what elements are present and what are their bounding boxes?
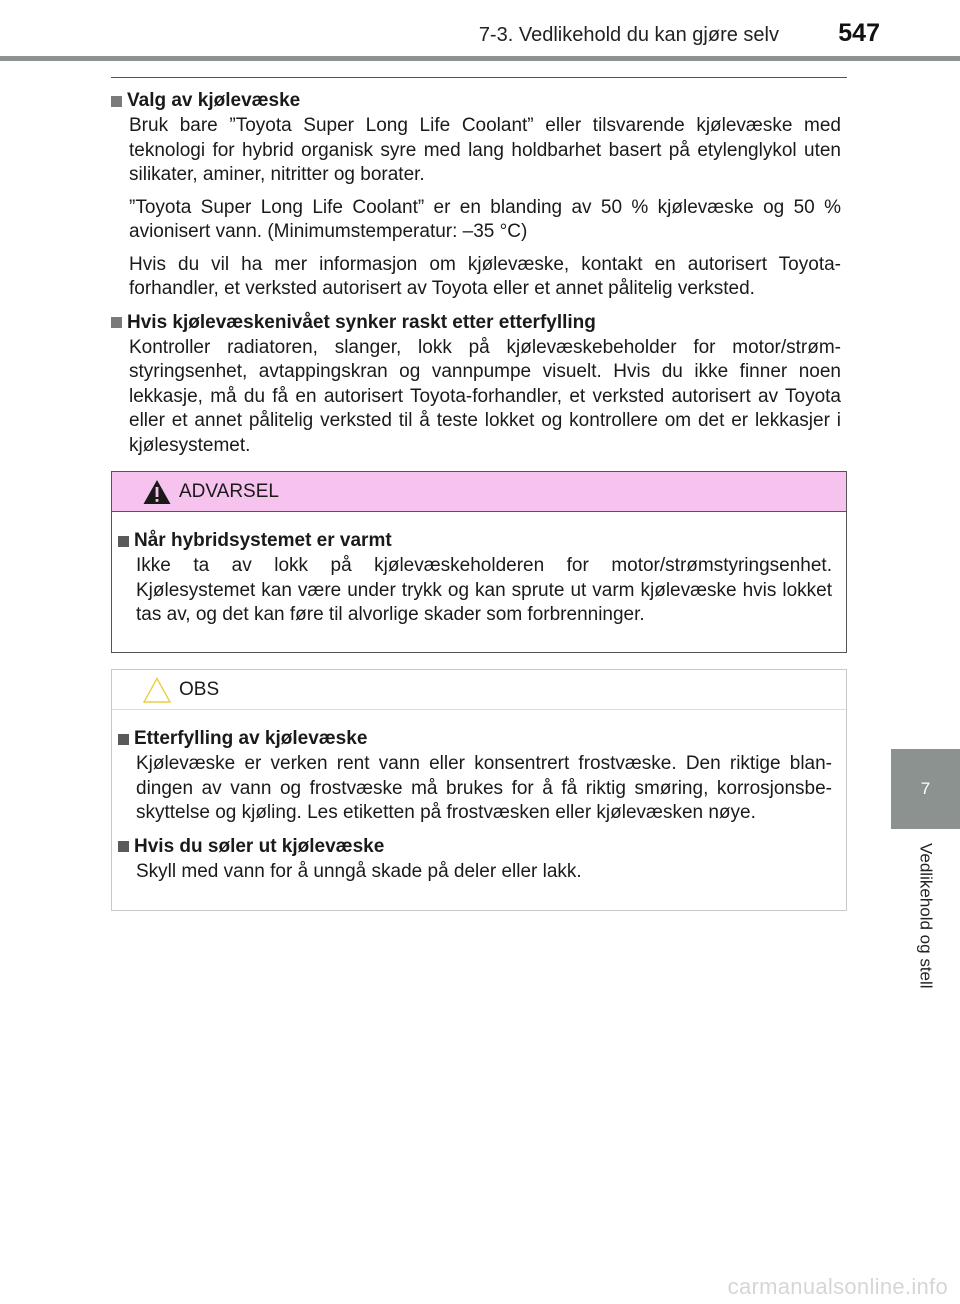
watermark: carmanualsonline.info <box>727 1274 948 1299</box>
section-heading-text: Hvis kjølevæskenivået synker raskt etter etterfylling <box>127 311 596 333</box>
warning-heading <box>118 528 832 554</box>
notice-title: OBS <box>179 678 220 700</box>
content-top-rule <box>111 77 847 78</box>
section-heading <box>111 88 841 114</box>
notice-text: Kjølevæske er verken rent vann eller konsentrert frostvæske. Den riktige blan-dingen av vann og frostvæske må brukes for å få riktig smøring, korrosjonsbe-skyttelse og kjøling. Les etiketten på frostvæsken eller kjølevæsken nøye. <box>136 753 832 823</box>
section-coolant-drop <box>111 310 841 459</box>
section-heading-text: Valg av kjølevæske <box>127 90 301 111</box>
paragraph: Hvis du vil ha mer informasjon om kjølevæske, kontakt en autorisert Toyota-forhandler, et verksted autorisert av Toyota eller et annet pålitelig verksted. <box>129 253 841 299</box>
square-bullet-icon <box>111 96 122 107</box>
paragraph: Bruk bare ”Toyota Super Long Life Coolant” eller tilsvarende kjølevæske med teknologi for hybrid organisk syre med lang holdbarhet basert på etylenglykol uten silikater, aminer, nitritter og borater. <box>129 115 841 185</box>
chapter-number: 7 <box>920 779 931 798</box>
header-section-title: 7-3. Vedlikehold du kan gjøre selv <box>478 24 779 46</box>
warning-heading-text: Når hybridsystemet er varmt <box>134 530 392 551</box>
page-number: 547 <box>838 19 880 47</box>
section-coolant-choice <box>111 88 841 302</box>
main-content <box>111 88 841 466</box>
header-rule <box>0 56 960 61</box>
chapter-side-label <box>891 829 960 1029</box>
warning-title: ADVARSEL <box>179 480 279 502</box>
square-bullet-icon <box>118 536 129 547</box>
notice-box-header <box>112 670 846 710</box>
notice-box <box>111 669 847 911</box>
warning-box-header <box>112 472 846 512</box>
square-bullet-icon <box>118 841 129 852</box>
notice-heading-text: Etterfylling av kjølevæske <box>134 728 368 749</box>
caution-triangle-outline-icon <box>142 676 172 704</box>
square-bullet-icon <box>118 734 129 745</box>
warning-text: Ikke ta av lokk på kjølevæskeholderen for motor/strømstyringsenhet. Kjølesystemet kan være under trykk og kan sprute ut varm kjølevæske hvis lokket tas av, og det kan føre til alvorlige skader som forbrenninger. <box>136 555 832 625</box>
notice-text: Skyll med vann for å unngå skade på deler eller lakk. <box>136 860 582 882</box>
square-bullet-icon <box>111 317 122 328</box>
notice-heading-text: Hvis du søler ut kjølevæske <box>134 835 385 857</box>
warning-triangle-icon <box>142 478 172 506</box>
notice-box-body <box>112 710 846 884</box>
notice-heading <box>118 726 832 752</box>
warning-box <box>111 471 847 653</box>
chapter-tab <box>891 749 960 829</box>
paragraph: Kontroller radiatoren, slanger, lokk på kjølevæskebeholder for motor/strøm-styringsenhet, avtappingskran og vannpumpe visuelt. Hvis du ikke finner noen lekkasje, må du få en autorisert Toyota-forhandler, et verksted autorisert av Toyota eller et annet pålitelig verksted til å teste lokket og kontrollere om det er lekkasjer i kjølesystemet. <box>129 336 841 456</box>
section-heading <box>111 310 841 336</box>
chapter-label-text: Vedlikehold og stell <box>916 843 936 989</box>
paragraph: ”Toyota Super Long Life Coolant” er en blanding av 50 % kjølevæske og 50 % avionisert vann. (Minimumstemperatur: –35 °C) <box>129 196 841 242</box>
notice-heading <box>118 834 832 860</box>
warning-box-body <box>112 512 846 628</box>
